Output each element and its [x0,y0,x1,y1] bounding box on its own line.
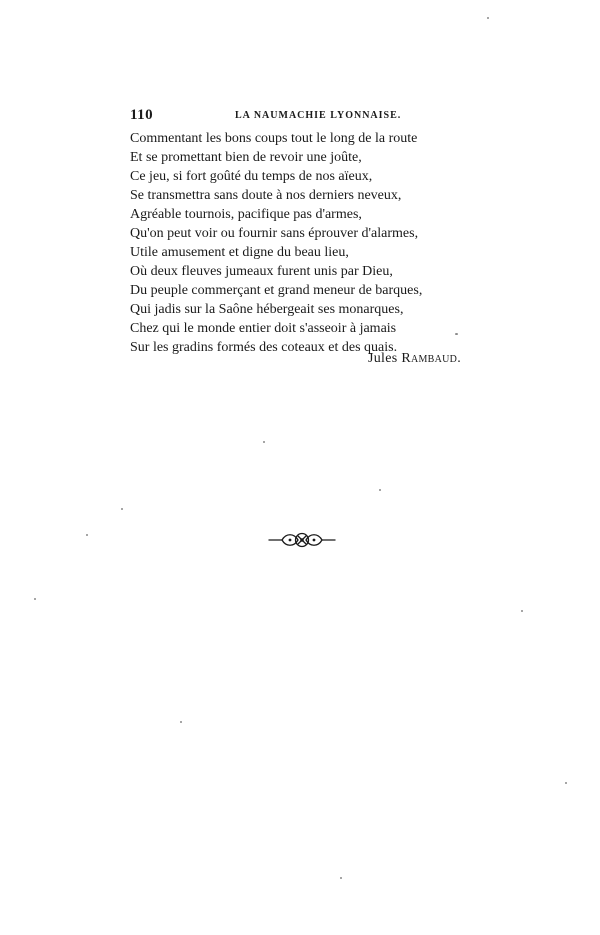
author-last-name: Rambaud. [401,351,461,366]
paper-speck [263,441,265,443]
poem-line: Du peuple commerçant et grand meneur de barques, [130,283,423,298]
poem-line: Ce jeu, si fort goûté du temps de nos aïeux, [130,169,373,184]
poem-line: Se transmettra sans doute à nos derniers neveux, [130,188,402,203]
poem-line: Qui jadis sur la Saône hébergeait ses monarques, [130,302,404,317]
poem-line: Agréable tournois, pacifique pas d'armes, [130,207,362,222]
poem-line: Sur les gradins formés des coteaux et des quais. [130,340,398,355]
fleuron-ornament-icon [268,526,336,554]
poem-line: Qu'on peut voir ou fournir sans éprouver d'alarmes, [130,226,419,241]
author-signature [368,351,461,367]
paper-speck [34,598,36,600]
page-number: 110 [130,107,154,123]
poem-line: Chez qui le monde entier doit s'asseoir à jamais [130,321,397,336]
poem-verse [130,129,470,357]
poem-line: Où deux fleuves jumeaux furent unis par Dieu, [130,264,393,279]
paper-speck [86,534,88,536]
poem-line: Commentant les bons coups tout le long de la route [130,131,418,146]
author-first-name: Jules [368,351,398,366]
paper-speck [455,333,458,335]
poem-line: Et se promettant bien de revoir une joûte, [130,150,362,165]
poem-line: Utile amusement et digne du beau lieu, [130,245,349,260]
running-title: LA NAUMACHIE LYONNAISE. [235,110,402,121]
paper-speck [180,721,182,723]
paper-speck [340,877,342,879]
paper-speck [379,489,381,491]
paper-speck [521,610,523,612]
page-header [130,107,470,127]
paper-speck [121,508,123,510]
paper-speck [487,17,489,19]
paper-speck [565,782,567,784]
